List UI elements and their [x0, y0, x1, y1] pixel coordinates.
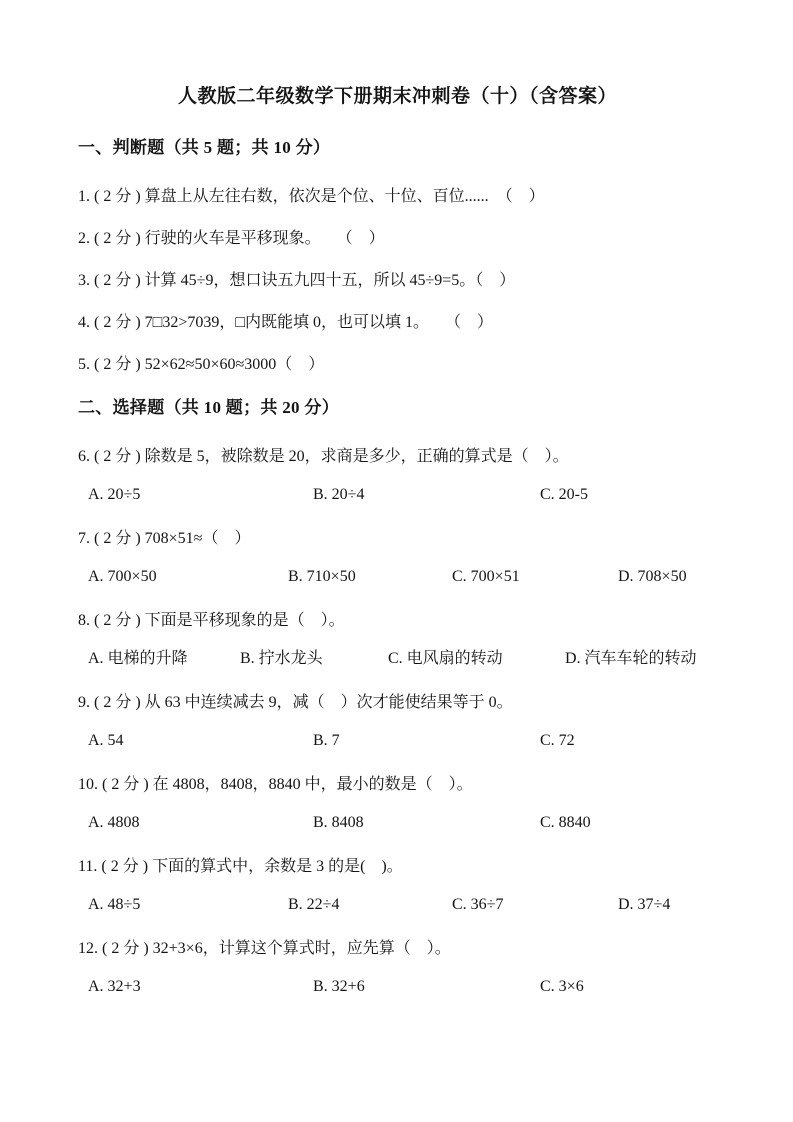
option-c: C. 700×51 [452, 568, 520, 585]
option-c: C. 36÷7 [452, 896, 504, 913]
question-11: 11. ( 2 分 ) 下面的算式中，余数是 3 的是( )。 [78, 858, 403, 875]
option-b: B. 20÷4 [313, 486, 365, 503]
option-d: D. 37÷4 [618, 896, 671, 913]
question-4: 4. ( 2 分 ) 7□32>7039，□内既能填 0，也可以填 1。 （ ） [78, 314, 494, 331]
option-b: B. 32+6 [313, 978, 365, 995]
question-5: 5. ( 2 分 ) 52×62≈50×60≈3000（ ） [78, 356, 325, 373]
question-6-options [78, 486, 717, 504]
option-b: B. 8408 [313, 814, 364, 831]
option-d: D. 汽车车轮的转动 [565, 650, 697, 667]
question-7-options [78, 568, 717, 586]
option-b: B. 710×50 [288, 568, 356, 585]
option-a: A. 48÷5 [88, 896, 141, 913]
option-a: A. 32+3 [88, 978, 141, 995]
question-12-options [78, 978, 717, 996]
option-c: C. 3×6 [540, 978, 584, 995]
document-title: 人教版二年级数学下册期末冲刺卷（十）（含答案） [177, 86, 617, 107]
option-b: B. 7 [313, 732, 340, 749]
question-2: 2. ( 2 分 ) 行驶的火车是平移现象。 （ ） [78, 230, 385, 247]
question-7: 7. ( 2 分 ) 708×51≈（ ） [78, 530, 251, 547]
option-c: C. 8840 [540, 814, 591, 831]
option-a: A. 电梯的升降 [88, 650, 188, 667]
question-8: 8. ( 2 分 ) 下面是平移现象的是（ ）。 [78, 612, 345, 629]
question-8-options [78, 650, 717, 668]
section-judgement [78, 188, 717, 374]
question-9-options [78, 732, 717, 750]
option-c: C. 72 [540, 732, 575, 749]
section-choice [78, 448, 717, 996]
option-a: A. 54 [88, 732, 124, 749]
question-6: 6. ( 2 分 ) 除数是 5，被除数是 20，求商是多少，正确的算式是（ ）。 [78, 448, 569, 465]
option-c: C. 20-5 [540, 486, 588, 503]
question-1: 1. ( 2 分 ) 算盘上从左往右数，依次是个位、十位、百位...... （ ） [78, 188, 545, 205]
section-heading-judgement: 一、判断题（共 5 题；共 10 分） [78, 138, 331, 157]
option-a: A. 4808 [88, 814, 140, 831]
option-a: A. 20÷5 [88, 486, 141, 503]
option-b: B. 22÷4 [288, 896, 340, 913]
question-11-options [78, 896, 717, 914]
option-b: B. 拧水龙头 [240, 650, 323, 667]
option-c: C. 电风扇的转动 [388, 650, 503, 667]
option-a: A. 700×50 [88, 568, 157, 585]
option-d: D. 708×50 [618, 568, 687, 585]
question-10-options [78, 814, 717, 832]
section-heading-choice: 二、选择题（共 10 题；共 20 分） [78, 398, 339, 417]
question-12: 12. ( 2 分 ) 32+3×6，计算这个算式时，应先算（ ）。 [78, 940, 451, 957]
question-3: 3. ( 2 分 ) 计算 45÷9，想口诀五九四十五，所以 45÷9=5。（ ） [78, 272, 516, 289]
question-10: 10. ( 2 分 ) 在 4808，8408，8840 中，最小的数是（ ）。 [78, 776, 473, 793]
question-9: 9. ( 2 分 ) 从 63 中连续减去 9，减（ ）次才能使结果等于 0。 [78, 694, 513, 711]
